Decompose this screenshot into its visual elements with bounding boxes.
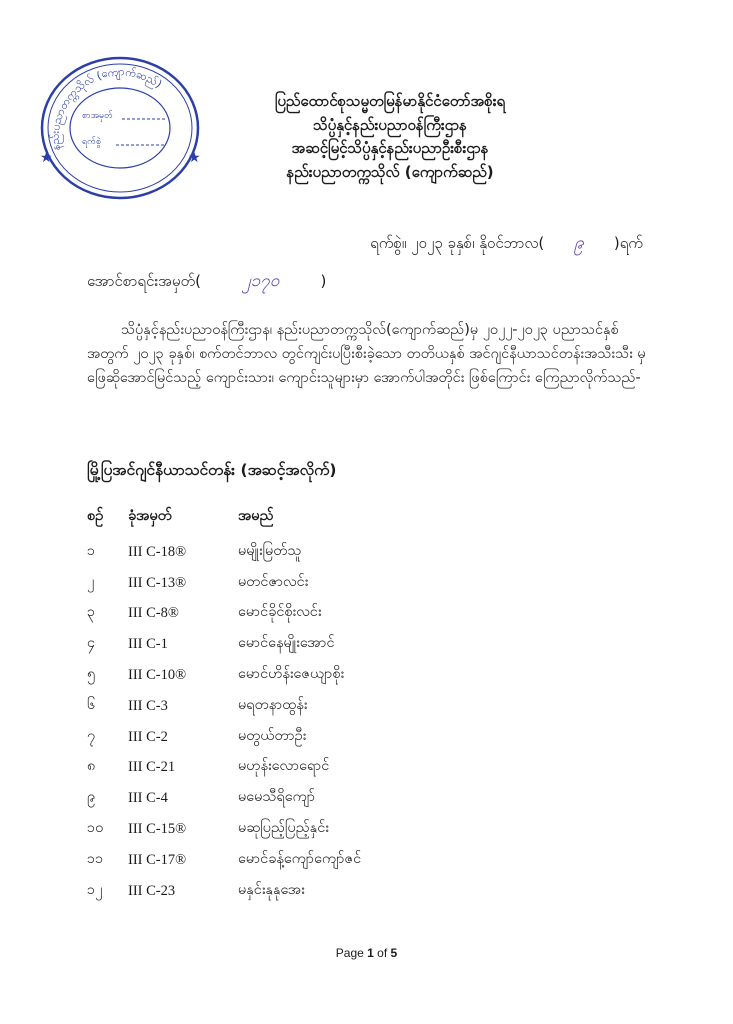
table-row	[87, 629, 607, 660]
table-row	[87, 722, 607, 753]
roll-number-cell: III C-4	[128, 790, 168, 807]
serial-cell: ၂	[87, 573, 95, 590]
name-cell: မောင်ဟိန်းဇေယျာစိုး	[238, 666, 345, 683]
name-cell: မတင်ဇာလင်း	[238, 573, 309, 590]
roll-number-cell: III C-1	[128, 636, 168, 653]
header-university: နည်းပညာတက္ကသိုလ် (ကျောက်ဆည်)	[286, 162, 494, 181]
table-row	[87, 691, 607, 722]
roll-number-cell: III C-10®	[128, 667, 187, 684]
serial-cell: ၈	[87, 758, 96, 775]
seal-line-2: ရက်စွဲ	[82, 137, 102, 147]
section-title: မြို့ပြအင်ဂျင်နီယာသင်တန်း (အဆင့်အလိုက်)	[87, 461, 337, 479]
roll-number-cell: III C-18®	[128, 543, 187, 560]
header-ministry: သိပ္ပံနှင့်နည်းပညာဝန်ကြီးဌာန	[313, 115, 467, 134]
name-cell: မတွယ်တာဦး	[238, 727, 307, 744]
name-cell: မောင်နေမျိုးအောင်	[238, 635, 335, 652]
table-row	[87, 599, 607, 630]
serial-cell: ၁၀	[87, 820, 104, 837]
serial-cell: ၁	[87, 542, 96, 559]
date-prefix: ရက်စွဲ။ ၂၀၂၃ ခုနှစ်၊ နိုဝင်ဘာလ(	[370, 234, 545, 252]
date-line	[370, 232, 643, 257]
of-label: of	[377, 946, 388, 960]
roll-number-cell: III C-2	[128, 728, 168, 745]
roll-number-cell: III C-21	[128, 759, 176, 776]
header-serial: စဉ်	[87, 507, 104, 524]
serial-cell: ၆	[87, 696, 96, 713]
roll-number-cell: III C-13®	[128, 574, 187, 591]
name-cell: မရတနာထွန်း	[238, 696, 308, 713]
table-row	[87, 753, 607, 784]
table-row	[87, 783, 607, 814]
name-cell: မမေသီရိကျော်	[238, 789, 316, 806]
seal-star-right-icon: ★	[188, 150, 201, 166]
seal-star-left-icon: ★	[40, 150, 53, 166]
seal-line-1: စာအမှတ်	[82, 111, 113, 121]
table-row	[87, 537, 607, 568]
announcement-paragraph	[87, 318, 647, 390]
serial-cell: ၄	[87, 635, 96, 652]
name-cell: မောင်ခိုင်စိုးလင်း	[238, 604, 322, 621]
header-department: အဆင့်မြင့်သိပ္ပံနှင့်နည်းပညာဦးစီးဌာန	[291, 139, 489, 157]
serial-cell: ၁၁	[87, 850, 104, 867]
header-roll-number: ခုံအမှတ်	[128, 507, 172, 524]
roll-number-cell: III C-23	[128, 882, 176, 899]
ref-suffix: )	[320, 272, 327, 290]
ref-prefix: အောင်စာရင်းအမှတ်(	[87, 272, 201, 290]
serial-cell: ၃	[87, 604, 96, 621]
table-row	[87, 845, 607, 876]
roll-number-cell: III C-3	[128, 697, 168, 714]
name-cell: မဟုန်းလောရောင်	[238, 758, 330, 775]
results-table	[87, 503, 607, 907]
name-cell: မမျိုးမြတ်သူ	[238, 542, 302, 559]
roll-number-cell: III C-15®	[128, 821, 187, 838]
table-row	[87, 814, 607, 845]
table-row	[87, 660, 607, 691]
name-cell: မောင်ခန့်ကျော်ကျော်ဇင်	[238, 850, 362, 867]
serial-cell: ၇	[87, 727, 96, 744]
serial-cell: ၁၂	[87, 881, 103, 898]
roll-number-cell: III C-17®	[128, 851, 187, 868]
table-header-row	[87, 503, 607, 531]
header-government: ပြည်ထောင်စုသမ္မတမြန်မာနိုင်ငံတော်အစိုးရ	[274, 92, 506, 110]
announcement-number-line	[87, 270, 326, 295]
ref-number-handwritten: ၂၁၇၀	[242, 271, 280, 291]
page-total: 5	[390, 946, 398, 960]
header-name: အမည်	[238, 507, 274, 524]
serial-cell: ၅	[87, 666, 96, 683]
date-suffix: )ရက်	[613, 234, 643, 252]
page-number: 1	[367, 946, 374, 960]
roll-number-cell: III C-8®	[128, 605, 179, 622]
announcement-text: သိပ္ပံနှင့်နည်းပညာဝန်ကြီးဌာန၊ နည်းပညာတက္ကသိုလ်(ကျောက်ဆည်)မှ ၂၀၂၂-၂၀၂၃ ပညာသင်နှစ်အတွက် ၂၀၂၃ ခုနှစ်၊ စက်တင်ဘာလ တွင်ကျင်းပပြီးစီးခဲ့သော တတိယနှစ် အင်ဂျင်နီယာသင်တန်းအသီးသီး မှ ဖြေဆိုအောင်မြင်သည့် ကျောင်းသား၊ ကျောင်းသူများမှာ အောက်ပါအတိုင်း ဖြစ်ကြောင်း ကြေညာလိုက်သည်-	[87, 322, 646, 386]
table-row	[87, 568, 607, 599]
letterhead	[210, 90, 570, 184]
name-cell: မနှင်းနုနုအေး	[238, 881, 305, 898]
date-day-handwritten: ၉	[574, 233, 584, 253]
page-label: Page	[335, 946, 364, 960]
seal-outer-text: နည်းပညာတက္ကသိုလ် (ကျောက်ဆည်)	[48, 64, 165, 152]
page-footer	[0, 946, 733, 960]
official-seal-stamp	[30, 50, 210, 202]
serial-cell: ၉	[87, 789, 96, 806]
table-row	[87, 876, 607, 907]
name-cell: မဆုပြည့်ပြည့်နှင်း	[238, 820, 329, 837]
